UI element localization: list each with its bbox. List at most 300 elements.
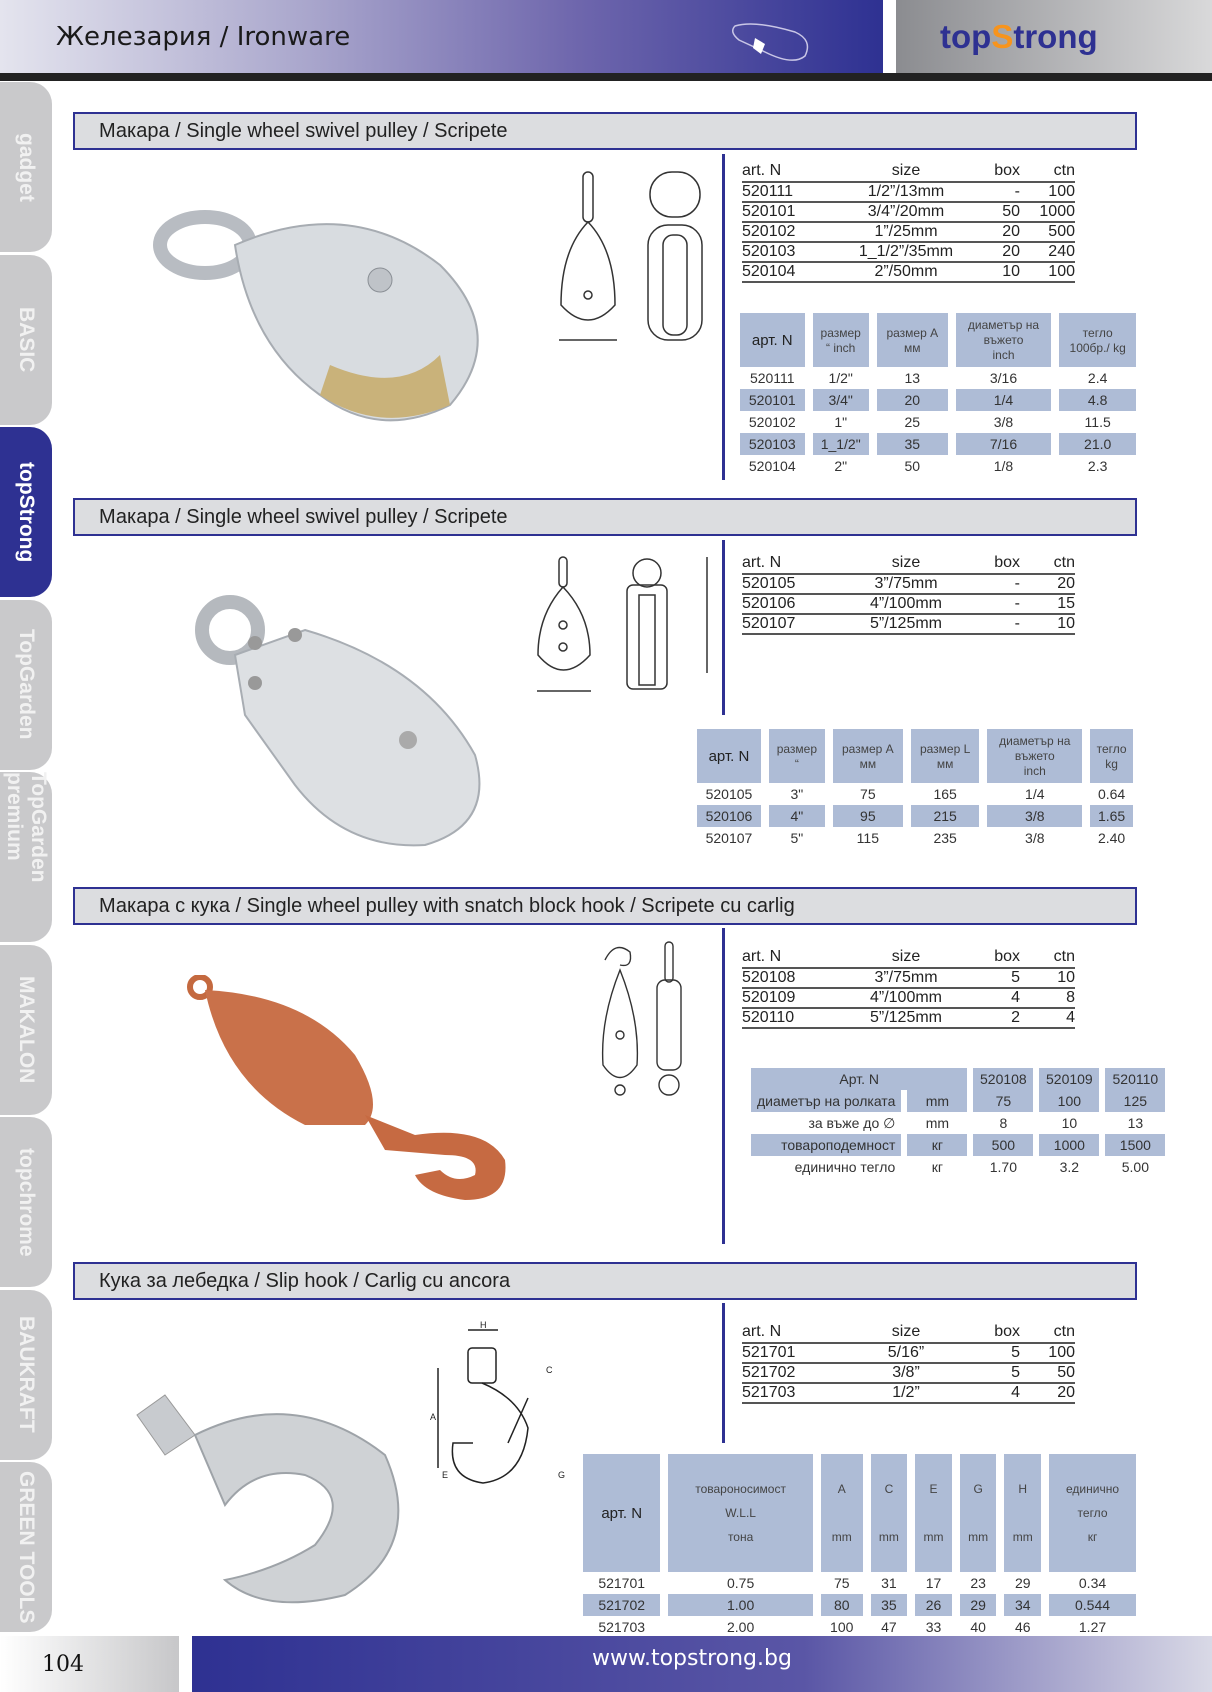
brand-tab-label: topchrome bbox=[15, 1147, 38, 1257]
table-row bbox=[583, 1594, 1136, 1616]
column-header bbox=[1004, 1454, 1041, 1572]
table-cell: 100 bbox=[1020, 182, 1075, 202]
dimension-label-c: C bbox=[546, 1365, 553, 1375]
table-cell: 1000 bbox=[1020, 202, 1075, 222]
table-row bbox=[751, 1134, 1165, 1156]
column-header: size bbox=[891, 1322, 921, 1340]
table-cell: 2 bbox=[980, 1008, 1020, 1028]
table-cell: 10 bbox=[1061, 1115, 1078, 1131]
table-cell: 1000 bbox=[1039, 1134, 1099, 1156]
header-line: товароносимост bbox=[695, 1482, 786, 1496]
table-cell: 520107 bbox=[705, 830, 753, 846]
column-header bbox=[821, 1454, 863, 1572]
section-title: Кука за лебедка / Slip hook / Carlig cu ancora bbox=[73, 1262, 1137, 1300]
table-cell: 1/2” bbox=[832, 1383, 980, 1403]
header-line: mm bbox=[923, 1530, 944, 1544]
table-cell: 1/4 bbox=[1025, 786, 1045, 802]
header-line: въжето bbox=[983, 333, 1024, 347]
column-header: 520108 bbox=[973, 1068, 1033, 1090]
pulley-drawing bbox=[535, 555, 715, 695]
column-header bbox=[960, 1454, 997, 1572]
footer-page-box bbox=[0, 1636, 179, 1692]
table-row bbox=[742, 222, 1075, 242]
table-cell: 500 bbox=[1020, 222, 1075, 242]
divider bbox=[722, 540, 725, 715]
column-header: size bbox=[891, 947, 921, 965]
table-cell: 5 bbox=[980, 1363, 1020, 1383]
dimension-label-h: H bbox=[480, 1320, 487, 1330]
table-cell: 520105 bbox=[705, 786, 753, 802]
table-row bbox=[742, 1383, 1075, 1403]
table-cell: 2.40 bbox=[1097, 830, 1126, 846]
column-header bbox=[877, 313, 948, 367]
column-header bbox=[987, 729, 1082, 783]
column-header: size bbox=[891, 553, 921, 571]
table-cell: 100 bbox=[1020, 1343, 1075, 1363]
column-header bbox=[871, 1454, 908, 1572]
brand-tab[interactable] bbox=[0, 600, 52, 770]
header-line: A bbox=[837, 1482, 846, 1496]
table-cell: 5" bbox=[790, 830, 804, 846]
packaging-table bbox=[742, 946, 1075, 1029]
table-cell: 5”/125mm bbox=[832, 1008, 980, 1028]
dimension-label-a: A bbox=[430, 1412, 437, 1422]
column-header: art. N bbox=[742, 947, 782, 965]
table-cell: 0.34 bbox=[1078, 1575, 1107, 1591]
table-cell: 521703 bbox=[742, 1383, 832, 1403]
header-line: “ bbox=[794, 756, 799, 771]
table-cell: 1”/25mm bbox=[832, 222, 980, 242]
table-cell: 1_1/2”/35mm bbox=[832, 242, 980, 262]
swivel-pulley-image bbox=[150, 205, 510, 435]
dimension-label-g: G bbox=[558, 1470, 566, 1480]
table-cell: 50 bbox=[1020, 1363, 1075, 1383]
dimension-label-e: E bbox=[442, 1470, 449, 1480]
table-cell: 1/4 bbox=[956, 389, 1052, 411]
table-cell: 520104 bbox=[748, 458, 796, 474]
column-header bbox=[668, 1454, 813, 1572]
table-cell: 0.544 bbox=[1049, 1594, 1136, 1616]
packaging-table bbox=[742, 1321, 1075, 1404]
table-row bbox=[697, 783, 1133, 805]
table-cell: 4”/100mm bbox=[832, 594, 980, 614]
unit-cell: кг bbox=[931, 1159, 943, 1175]
table-cell: 33 bbox=[925, 1619, 942, 1635]
header-line: размер A bbox=[842, 741, 894, 756]
header-line: C bbox=[884, 1482, 894, 1496]
brand-tab-label: topStrong bbox=[15, 461, 38, 563]
spec-table bbox=[575, 1454, 1144, 1638]
table-cell: 8 bbox=[999, 1115, 1008, 1131]
table-cell: 100 bbox=[1020, 262, 1075, 282]
header-line: арт. N bbox=[751, 331, 793, 349]
column-header: size bbox=[891, 161, 921, 179]
column-header: ctn bbox=[1053, 947, 1075, 965]
table-row bbox=[742, 1343, 1075, 1363]
table-cell: 521702 bbox=[742, 1363, 832, 1383]
column-header bbox=[1090, 729, 1133, 783]
table-cell: 520107 bbox=[742, 614, 832, 634]
header-line: mm bbox=[968, 1530, 989, 1544]
table-cell: 4.8 bbox=[1059, 389, 1136, 411]
table-cell: 3/4" bbox=[813, 389, 869, 411]
spec-table bbox=[732, 313, 1144, 477]
brand-tab-label: TopGarden premium bbox=[3, 772, 50, 883]
table-cell: 13 bbox=[1127, 1115, 1144, 1131]
section-title: Макара с кука / Single wheel pulley with snatch block hook / Scripete cu carlig bbox=[73, 887, 1137, 925]
header-line: мм bbox=[904, 340, 921, 355]
unit-cell: кг bbox=[907, 1134, 967, 1156]
brand-tab[interactable] bbox=[0, 255, 52, 425]
table-cell: 3" bbox=[790, 786, 804, 802]
table-cell: 11.5 bbox=[1084, 414, 1111, 430]
column-header: ctn bbox=[1053, 161, 1075, 179]
column-header: box bbox=[994, 161, 1020, 179]
table-row bbox=[742, 242, 1075, 262]
table-header-row bbox=[742, 1321, 1075, 1343]
table-cell: 29 bbox=[960, 1594, 997, 1616]
table-cell: 235 bbox=[933, 830, 957, 846]
table-cell: 20 bbox=[980, 222, 1020, 242]
column-header bbox=[956, 313, 1052, 367]
table-cell: 1_1/2" bbox=[813, 433, 869, 455]
table-row bbox=[742, 988, 1075, 1008]
table-cell: 3/8 bbox=[993, 414, 1014, 430]
column-header: ctn bbox=[1053, 1322, 1075, 1340]
header-line: размер L bbox=[919, 741, 971, 756]
table-header-row bbox=[740, 313, 1136, 367]
row-label: за въже до ∅ bbox=[808, 1114, 896, 1131]
table-cell: 520108 bbox=[742, 968, 832, 988]
brand-tab[interactable] bbox=[0, 82, 52, 252]
table-cell: 520111 bbox=[742, 182, 832, 202]
table-cell: 75 bbox=[973, 1090, 1033, 1112]
table-cell: 4 bbox=[980, 988, 1020, 1008]
table-row bbox=[740, 455, 1136, 477]
header-line: “ inch bbox=[826, 340, 856, 355]
brand-tab-label: GREEN TOOLS bbox=[15, 1470, 38, 1624]
table-cell: 1.70 bbox=[989, 1159, 1017, 1175]
header-line: въжето bbox=[1014, 749, 1055, 763]
header-line bbox=[823, 1506, 861, 1520]
table-cell: 5/16” bbox=[832, 1343, 980, 1363]
column-header: 520110 bbox=[1105, 1068, 1165, 1090]
table-cell: 3/8 bbox=[1025, 830, 1045, 846]
table-cell: 34 bbox=[1004, 1594, 1041, 1616]
table-cell: 2" bbox=[834, 458, 848, 474]
table-row bbox=[740, 411, 1136, 433]
table-cell: 3.2 bbox=[1059, 1159, 1080, 1175]
table-cell: 520110 bbox=[742, 1008, 832, 1028]
table-cell: 50 bbox=[904, 458, 921, 474]
spec-table bbox=[745, 1068, 1171, 1178]
table-row bbox=[751, 1112, 1165, 1134]
table-row bbox=[583, 1572, 1136, 1594]
column-header bbox=[813, 313, 869, 367]
header-line: арт. N bbox=[601, 1504, 643, 1522]
table-cell: 2.4 bbox=[1087, 370, 1108, 386]
column-header: Арт. N bbox=[751, 1068, 967, 1090]
section-title: Макара / Single wheel swivel pulley / Scripete bbox=[73, 112, 1137, 150]
table-cell: - bbox=[980, 182, 1020, 202]
column-header: box bbox=[994, 947, 1020, 965]
table-cell: 4 bbox=[1020, 1008, 1075, 1028]
header-line: тегло bbox=[1096, 741, 1127, 756]
table-cell: 1" bbox=[834, 414, 848, 430]
page-title: Железария / Ironware bbox=[56, 22, 351, 52]
table-cell: 520103 bbox=[742, 242, 832, 262]
table-cell: 521701 bbox=[742, 1343, 832, 1363]
table-cell: 3/8” bbox=[832, 1363, 980, 1383]
header-line: тона bbox=[727, 1530, 754, 1544]
table-cell: - bbox=[980, 594, 1020, 614]
table-cell: 1.00 bbox=[668, 1594, 813, 1616]
packaging-table bbox=[742, 160, 1075, 283]
table-row bbox=[742, 614, 1075, 634]
header-line: mm bbox=[1012, 1530, 1033, 1544]
table-cell: 20 bbox=[980, 242, 1020, 262]
table-cell: 21.0 bbox=[1059, 433, 1136, 455]
brand-tab-label: BASIC bbox=[15, 306, 38, 373]
page-number: 104 bbox=[42, 1652, 84, 1677]
header-line: диаметър на bbox=[999, 734, 1071, 748]
brand-tab-label: MAKALON bbox=[15, 975, 38, 1084]
table-cell: 100 bbox=[830, 1619, 854, 1635]
table-cell: 95 bbox=[833, 805, 903, 827]
table-row bbox=[742, 968, 1075, 988]
table-cell: - bbox=[980, 614, 1020, 634]
table-row bbox=[740, 367, 1136, 389]
table-cell: 165 bbox=[933, 786, 957, 802]
table-cell: 5 bbox=[980, 968, 1020, 988]
table-cell: 80 bbox=[821, 1594, 863, 1616]
table-cell: 10 bbox=[1020, 614, 1075, 634]
table-row bbox=[742, 262, 1075, 282]
table-header-row bbox=[742, 552, 1075, 574]
table-cell: 4" bbox=[769, 805, 825, 827]
table-cell: 100 bbox=[1039, 1090, 1099, 1112]
table-cell: 31 bbox=[881, 1575, 897, 1591]
table-cell: 520106 bbox=[742, 594, 832, 614]
table-cell: 25 bbox=[904, 414, 921, 430]
table-cell: 5 bbox=[980, 1343, 1020, 1363]
column-header: ctn bbox=[1053, 553, 1075, 571]
table-row bbox=[742, 1363, 1075, 1383]
header-line: kg bbox=[1105, 756, 1118, 771]
brand-tab[interactable] bbox=[0, 427, 52, 597]
table-row bbox=[742, 1008, 1075, 1028]
header-line: inch bbox=[1023, 764, 1046, 778]
table-cell: 3/8 bbox=[987, 805, 1082, 827]
table-cell: 15 bbox=[1020, 594, 1075, 614]
divider bbox=[722, 1303, 725, 1443]
table-row bbox=[583, 1616, 1136, 1638]
header-line: мм bbox=[859, 756, 877, 771]
slip-hook-drawing bbox=[428, 1318, 578, 1493]
table-cell: 520101 bbox=[742, 202, 832, 222]
brand-tab[interactable] bbox=[0, 1290, 52, 1460]
table-header-row bbox=[697, 729, 1133, 783]
table-cell: 75 bbox=[833, 1575, 850, 1591]
table-cell: 2”/50mm bbox=[832, 262, 980, 282]
divider bbox=[722, 928, 725, 1244]
table-cell: 35 bbox=[877, 433, 948, 455]
header-line bbox=[1006, 1506, 1039, 1520]
header-line: мм bbox=[936, 756, 954, 771]
table-cell: 20 bbox=[1020, 1383, 1075, 1403]
unit-cell: mm bbox=[925, 1115, 950, 1131]
table-cell: 520101 bbox=[740, 389, 805, 411]
table-cell: 2.3 bbox=[1087, 458, 1108, 474]
table-cell: 520104 bbox=[742, 262, 832, 282]
header-line: W.L.L bbox=[725, 1506, 756, 1520]
brand-logo: topStrong bbox=[940, 18, 1098, 55]
table-cell: 2.00 bbox=[726, 1619, 755, 1635]
header-line bbox=[917, 1506, 950, 1520]
table-cell: 7/16 bbox=[956, 433, 1052, 455]
table-cell: 20 bbox=[877, 389, 948, 411]
header-line: арт. N bbox=[708, 747, 750, 765]
website-link[interactable]: www.topstrong.bg bbox=[592, 1646, 792, 1671]
table-cell: 520102 bbox=[748, 414, 796, 430]
divider bbox=[722, 154, 725, 480]
header-line: диаметър на bbox=[967, 318, 1040, 332]
brand-tab-label: TopGarden bbox=[15, 629, 38, 740]
header-divider bbox=[0, 73, 1212, 81]
table-cell: 240 bbox=[1020, 242, 1075, 262]
table-cell: 47 bbox=[881, 1619, 897, 1635]
table-row bbox=[740, 433, 1136, 455]
row-label: товароподемност bbox=[751, 1134, 901, 1156]
table-cell: 3/4”/20mm bbox=[832, 202, 980, 222]
header-line: H bbox=[1018, 1482, 1028, 1496]
row-label: диаметър на ролката bbox=[751, 1090, 901, 1112]
column-header bbox=[1059, 313, 1136, 367]
table-cell: 23 bbox=[970, 1575, 986, 1591]
header-line: размер bbox=[820, 325, 861, 340]
table-cell: 0.64 bbox=[1097, 786, 1126, 802]
table-row bbox=[742, 182, 1075, 202]
column-header: art. N bbox=[742, 553, 782, 571]
table-cell: 0.75 bbox=[726, 1575, 755, 1591]
column-header bbox=[1049, 1454, 1136, 1572]
header-line bbox=[873, 1506, 906, 1520]
column-header: 520109 bbox=[1039, 1068, 1099, 1090]
header-line: кг bbox=[1087, 1530, 1098, 1544]
column-header bbox=[911, 729, 979, 783]
carabiner-icon bbox=[725, 18, 815, 66]
table-cell: 1.65 bbox=[1090, 805, 1133, 827]
table-cell: 3”/75mm bbox=[832, 574, 980, 594]
brand-tab[interactable] bbox=[0, 1117, 52, 1287]
spec-table bbox=[689, 729, 1141, 849]
column-header bbox=[740, 313, 805, 367]
brand-tab[interactable] bbox=[0, 945, 52, 1115]
table-cell: 521703 bbox=[598, 1619, 646, 1635]
table-cell: 13 bbox=[904, 370, 921, 386]
header-line: mm bbox=[831, 1530, 852, 1544]
table-cell: 4”/100mm bbox=[832, 988, 980, 1008]
pulley-image bbox=[175, 595, 515, 850]
table-cell: 3/16 bbox=[989, 370, 1018, 386]
table-cell: 520102 bbox=[742, 222, 832, 242]
header-line: единично bbox=[1066, 1482, 1120, 1496]
table-row bbox=[742, 574, 1075, 594]
table-cell: 10 bbox=[980, 262, 1020, 282]
table-cell: 26 bbox=[915, 1594, 952, 1616]
table-cell: 520105 bbox=[742, 574, 832, 594]
table-cell: 115 bbox=[856, 830, 879, 846]
table-header-row bbox=[583, 1454, 1136, 1572]
row-label: единично тегло bbox=[794, 1159, 896, 1175]
brand-tab[interactable] bbox=[0, 772, 52, 942]
header-line bbox=[962, 1506, 995, 1520]
pulley-drawing bbox=[555, 170, 720, 345]
table-cell: 215 bbox=[911, 805, 979, 827]
table-cell: 500 bbox=[973, 1134, 1033, 1156]
table-cell: 125 bbox=[1105, 1090, 1165, 1112]
table-cell: 46 bbox=[1014, 1619, 1031, 1635]
table-row bbox=[697, 805, 1133, 827]
section-title: Макара / Single wheel swivel pulley / Scripete bbox=[73, 498, 1137, 536]
table-cell: 520109 bbox=[742, 988, 832, 1008]
column-header: art. N bbox=[742, 161, 782, 179]
table-row bbox=[740, 389, 1136, 411]
column-header: box bbox=[994, 1322, 1020, 1340]
column-header bbox=[697, 729, 761, 783]
table-row bbox=[751, 1090, 1165, 1112]
table-header-row bbox=[742, 946, 1075, 968]
snatch-block-image bbox=[185, 975, 525, 1205]
header-line: mm bbox=[878, 1530, 899, 1544]
header-line: размер A bbox=[886, 325, 939, 340]
column-header: art. N bbox=[742, 1322, 782, 1340]
table-cell: 1/8 bbox=[993, 458, 1014, 474]
table-row bbox=[697, 827, 1133, 849]
column-header: box bbox=[994, 553, 1020, 571]
table-cell: 520111 bbox=[749, 370, 795, 386]
table-cell: 75 bbox=[860, 786, 876, 802]
table-cell: 1/2" bbox=[828, 370, 853, 386]
table-row bbox=[751, 1156, 1165, 1178]
column-header bbox=[583, 1454, 660, 1572]
table-row bbox=[742, 202, 1075, 222]
slip-hook-image bbox=[125, 1375, 425, 1610]
header-line: 100бр./ kg bbox=[1069, 340, 1126, 355]
table-cell: 50 bbox=[980, 202, 1020, 222]
table-cell: 521701 bbox=[598, 1575, 646, 1591]
table-cell: 17 bbox=[925, 1575, 942, 1591]
brand-tab[interactable] bbox=[0, 1462, 52, 1632]
column-header bbox=[769, 729, 825, 783]
table-header-row bbox=[751, 1068, 1165, 1090]
table-cell: 5.00 bbox=[1121, 1159, 1149, 1175]
table-cell: - bbox=[980, 574, 1020, 594]
brand-tab-label: BAUKRAFT bbox=[15, 1316, 38, 1433]
table-cell: 520106 bbox=[697, 805, 761, 827]
table-cell: 1/2”/13mm bbox=[832, 182, 980, 202]
table-cell: 4 bbox=[980, 1383, 1020, 1403]
table-header-row bbox=[742, 160, 1075, 182]
header-line: тегло bbox=[1077, 1506, 1108, 1520]
snatch-block-drawing bbox=[595, 940, 695, 1100]
table-row bbox=[742, 594, 1075, 614]
column-header bbox=[915, 1454, 952, 1572]
header-line: G bbox=[973, 1482, 983, 1496]
table-cell: 1500 bbox=[1105, 1134, 1165, 1156]
brand-tab-label: gadget bbox=[15, 132, 38, 202]
header-line: размер bbox=[776, 741, 817, 756]
